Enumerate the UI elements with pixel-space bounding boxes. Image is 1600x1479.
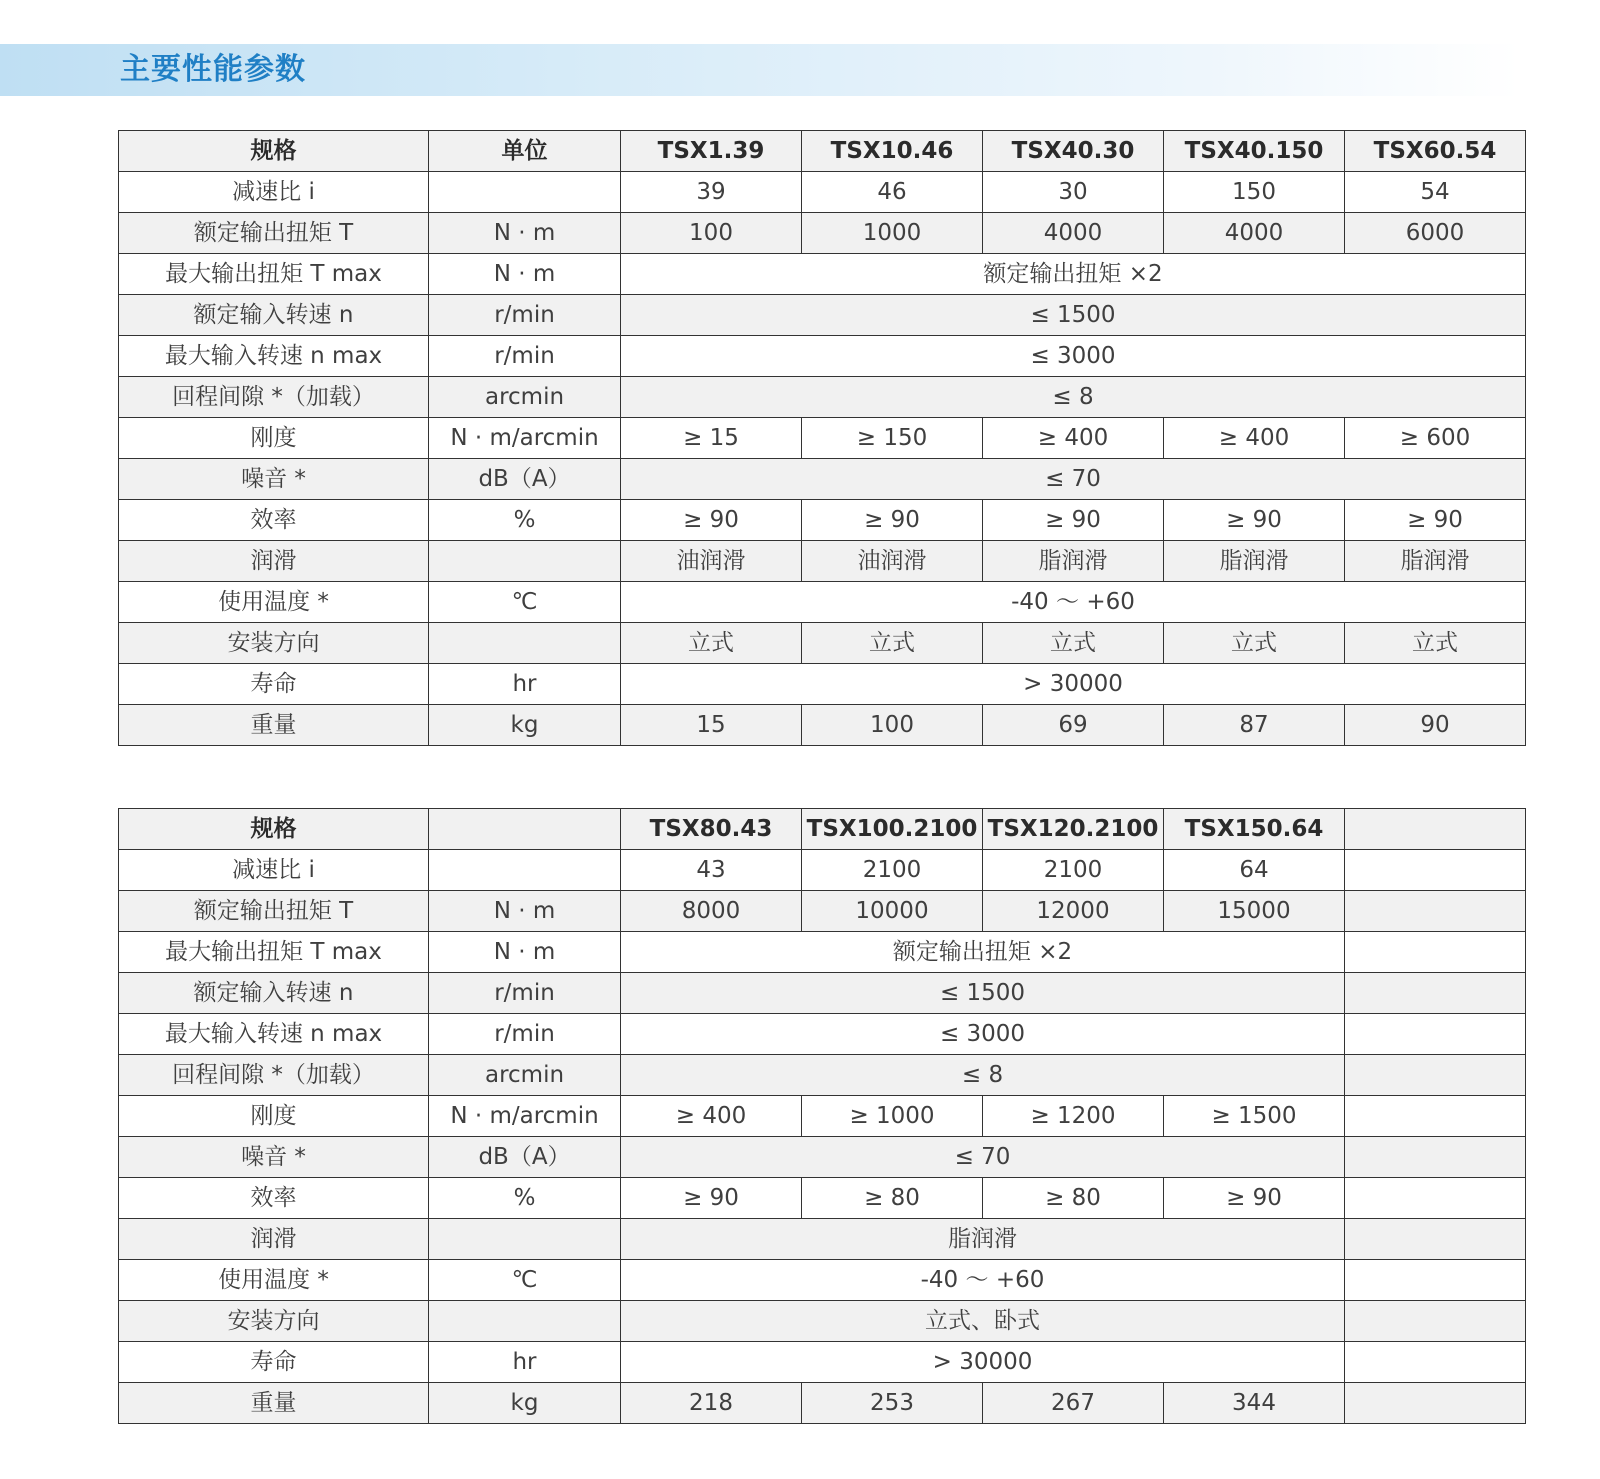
value-cell: 87 [1164, 705, 1345, 746]
unit-cell: % [429, 1178, 621, 1219]
param-label-cell: 减速比 i [119, 850, 429, 891]
param-label-cell: 最大输入转速 n max [119, 336, 429, 377]
value-cell [1345, 1178, 1526, 1219]
model-header-cell: TSX10.46 [802, 131, 983, 172]
value-cell: 2100 [802, 850, 983, 891]
unit-cell: kg [429, 1383, 621, 1424]
value-cell: 253 [802, 1383, 983, 1424]
value-cell: 油润滑 [802, 541, 983, 582]
table-row [119, 932, 1526, 973]
value-cell: 油润滑 [621, 541, 802, 582]
value-cell [1345, 973, 1526, 1014]
unit-cell: ℃ [429, 582, 621, 623]
value-cell: ≥ 150 [802, 418, 983, 459]
table-row [119, 295, 1526, 336]
spec-table-2 [118, 808, 1526, 1424]
unit-cell: N · m [429, 891, 621, 932]
unit-cell: arcmin [429, 377, 621, 418]
value-cell: ≥ 80 [983, 1178, 1164, 1219]
unit-cell [429, 172, 621, 213]
unit-cell [429, 850, 621, 891]
value-cell [1345, 1014, 1526, 1055]
value-cell: ≥ 15 [621, 418, 802, 459]
table-row [119, 1096, 1526, 1137]
value-cell [1345, 1383, 1526, 1424]
value-cell: 39 [621, 172, 802, 213]
param-label-cell: 刚度 [119, 1096, 429, 1137]
value-cell: ≥ 1500 [1164, 1096, 1345, 1137]
unit-cell [429, 1301, 621, 1342]
value-cell: ≤ 70 [621, 1137, 1345, 1178]
unit-cell: % [429, 500, 621, 541]
table-row [119, 172, 1526, 213]
value-cell: 2100 [983, 850, 1164, 891]
value-cell: ≥ 90 [1345, 500, 1526, 541]
value-cell: 10000 [802, 891, 983, 932]
value-cell: ≥ 90 [802, 500, 983, 541]
value-cell: 30 [983, 172, 1164, 213]
value-cell: 100 [621, 213, 802, 254]
unit-cell [429, 623, 621, 664]
table-row [119, 850, 1526, 891]
value-cell: ≤ 70 [621, 459, 1526, 500]
param-label-cell: 润滑 [119, 541, 429, 582]
model-header-cell: TSX150.64 [1164, 809, 1345, 850]
param-label-cell: 噪音 * [119, 1137, 429, 1178]
param-label-cell: 回程间隙 *（加载） [119, 377, 429, 418]
value-cell [1345, 1260, 1526, 1301]
param-label-cell: 重量 [119, 1383, 429, 1424]
value-cell: ≥ 1000 [802, 1096, 983, 1137]
unit-cell: r/min [429, 295, 621, 336]
model-header-cell: TSX1.39 [621, 131, 802, 172]
value-cell: 4000 [983, 213, 1164, 254]
value-cell: -40 ～ +60 [621, 1260, 1345, 1301]
value-cell: -40 ～ +60 [621, 582, 1526, 623]
table-row [119, 1014, 1526, 1055]
table-header-row [119, 809, 1526, 850]
value-cell: ≤ 1500 [621, 295, 1526, 336]
param-label-cell: 额定输入转速 n [119, 295, 429, 336]
section-banner [0, 44, 1600, 96]
value-cell: 344 [1164, 1383, 1345, 1424]
table-header-row [119, 131, 1526, 172]
param-label-cell: 减速比 i [119, 172, 429, 213]
unit-cell: hr [429, 664, 621, 705]
value-cell [1345, 1096, 1526, 1137]
value-cell: ≥ 400 [1164, 418, 1345, 459]
value-cell: 立式 [802, 623, 983, 664]
model-header-cell: TSX60.54 [1345, 131, 1526, 172]
value-cell: ≥ 80 [802, 1178, 983, 1219]
value-cell: 267 [983, 1383, 1164, 1424]
param-label-cell: 寿命 [119, 664, 429, 705]
table-row [119, 582, 1526, 623]
unit-cell: N · m [429, 254, 621, 295]
unit-cell: r/min [429, 973, 621, 1014]
unit-cell: N · m [429, 932, 621, 973]
model-header-cell: TSX40.30 [983, 131, 1164, 172]
value-cell: 43 [621, 850, 802, 891]
value-cell: 立式 [983, 623, 1164, 664]
value-cell: > 30000 [621, 664, 1526, 705]
value-cell: 8000 [621, 891, 802, 932]
table-row [119, 891, 1526, 932]
table-row [119, 254, 1526, 295]
value-cell: 6000 [1345, 213, 1526, 254]
unit-header-cell: 单位 [429, 131, 621, 172]
param-label-cell: 安装方向 [119, 1301, 429, 1342]
value-cell: 脂润滑 [1164, 541, 1345, 582]
value-cell: ≥ 90 [1164, 500, 1345, 541]
value-cell: 立式 [1345, 623, 1526, 664]
param-label-cell: 润滑 [119, 1219, 429, 1260]
value-cell: ≥ 600 [1345, 418, 1526, 459]
value-cell: ≥ 400 [983, 418, 1164, 459]
value-cell: ≤ 8 [621, 1055, 1345, 1096]
value-cell: > 30000 [621, 1342, 1345, 1383]
table-row [119, 973, 1526, 1014]
value-cell: 脂润滑 [1345, 541, 1526, 582]
model-header-cell: TSX40.150 [1164, 131, 1345, 172]
table-row [119, 418, 1526, 459]
value-cell: ≤ 3000 [621, 336, 1526, 377]
table-row [119, 1383, 1526, 1424]
value-cell: ≥ 90 [621, 500, 802, 541]
value-cell: 4000 [1164, 213, 1345, 254]
table-row [119, 1137, 1526, 1178]
param-label-cell: 使用温度 * [119, 582, 429, 623]
unit-cell: r/min [429, 336, 621, 377]
value-cell: 218 [621, 1383, 802, 1424]
value-cell: 54 [1345, 172, 1526, 213]
value-cell: 额定输出扭矩 ×2 [621, 254, 1526, 295]
value-cell: ≤ 3000 [621, 1014, 1345, 1055]
value-cell: 64 [1164, 850, 1345, 891]
param-label-cell: 效率 [119, 1178, 429, 1219]
table-row [119, 459, 1526, 500]
model-header-cell: TSX100.2100 [802, 809, 983, 850]
unit-cell: N · m/arcmin [429, 418, 621, 459]
value-cell: 15000 [1164, 891, 1345, 932]
table-row [119, 213, 1526, 254]
param-label-cell: 安装方向 [119, 623, 429, 664]
value-cell: ≥ 90 [621, 1178, 802, 1219]
param-label-cell: 噪音 * [119, 459, 429, 500]
table-row [119, 623, 1526, 664]
table-row [119, 1178, 1526, 1219]
param-label-cell: 使用温度 * [119, 1260, 429, 1301]
unit-header-cell [429, 809, 621, 850]
section-title: 主要性能参数 [120, 52, 306, 87]
value-cell: ≥ 400 [621, 1096, 802, 1137]
model-header-cell: TSX80.43 [621, 809, 802, 850]
value-cell: 1000 [802, 213, 983, 254]
param-label-cell: 寿命 [119, 1342, 429, 1383]
value-cell [1345, 1137, 1526, 1178]
unit-cell: dB（A） [429, 1137, 621, 1178]
table-row [119, 664, 1526, 705]
param-label-cell: 额定输入转速 n [119, 973, 429, 1014]
table-row [119, 1260, 1526, 1301]
table-row [119, 1342, 1526, 1383]
param-label-cell: 最大输出扭矩 T max [119, 254, 429, 295]
value-cell: 69 [983, 705, 1164, 746]
param-label-cell: 最大输出扭矩 T max [119, 932, 429, 973]
unit-cell [429, 1219, 621, 1260]
value-cell [1345, 932, 1526, 973]
param-label-cell: 额定输出扭矩 T [119, 891, 429, 932]
unit-cell [429, 541, 621, 582]
table-row [119, 336, 1526, 377]
value-cell: 15 [621, 705, 802, 746]
value-cell: 12000 [983, 891, 1164, 932]
table-row [119, 541, 1526, 582]
unit-cell: ℃ [429, 1260, 621, 1301]
table-row [119, 1301, 1526, 1342]
param-label-cell: 额定输出扭矩 T [119, 213, 429, 254]
value-cell: 100 [802, 705, 983, 746]
unit-cell: dB（A） [429, 459, 621, 500]
value-cell [1345, 1342, 1526, 1383]
unit-cell: N · m/arcmin [429, 1096, 621, 1137]
param-label-cell: 效率 [119, 500, 429, 541]
value-cell [1345, 1055, 1526, 1096]
spec-header-cell: 规格 [119, 809, 429, 850]
param-label-cell: 重量 [119, 705, 429, 746]
value-cell: 立式 [1164, 623, 1345, 664]
value-cell: 立式 [621, 623, 802, 664]
table-row [119, 705, 1526, 746]
value-cell [1345, 1219, 1526, 1260]
param-label-cell: 刚度 [119, 418, 429, 459]
value-cell: 150 [1164, 172, 1345, 213]
unit-cell: arcmin [429, 1055, 621, 1096]
value-cell [1345, 850, 1526, 891]
spec-table-1 [118, 130, 1526, 746]
value-cell: ≥ 1200 [983, 1096, 1164, 1137]
unit-cell: hr [429, 1342, 621, 1383]
value-cell: 46 [802, 172, 983, 213]
value-cell: 立式、卧式 [621, 1301, 1345, 1342]
unit-cell: r/min [429, 1014, 621, 1055]
value-cell: 脂润滑 [983, 541, 1164, 582]
value-cell: 额定输出扭矩 ×2 [621, 932, 1345, 973]
value-cell: 脂润滑 [621, 1219, 1345, 1260]
unit-cell: kg [429, 705, 621, 746]
value-cell: 90 [1345, 705, 1526, 746]
value-cell: ≤ 8 [621, 377, 1526, 418]
table-row [119, 377, 1526, 418]
model-header-cell: TSX120.2100 [983, 809, 1164, 850]
table-row [119, 500, 1526, 541]
table-row [119, 1055, 1526, 1096]
value-cell: ≥ 90 [1164, 1178, 1345, 1219]
unit-cell: N · m [429, 213, 621, 254]
spec-header-cell: 规格 [119, 131, 429, 172]
value-cell: ≥ 90 [983, 500, 1164, 541]
param-label-cell: 回程间隙 *（加载） [119, 1055, 429, 1096]
value-cell [1345, 891, 1526, 932]
table-row [119, 1219, 1526, 1260]
model-header-cell [1345, 809, 1526, 850]
value-cell [1345, 1301, 1526, 1342]
value-cell: ≤ 1500 [621, 973, 1345, 1014]
param-label-cell: 最大输入转速 n max [119, 1014, 429, 1055]
